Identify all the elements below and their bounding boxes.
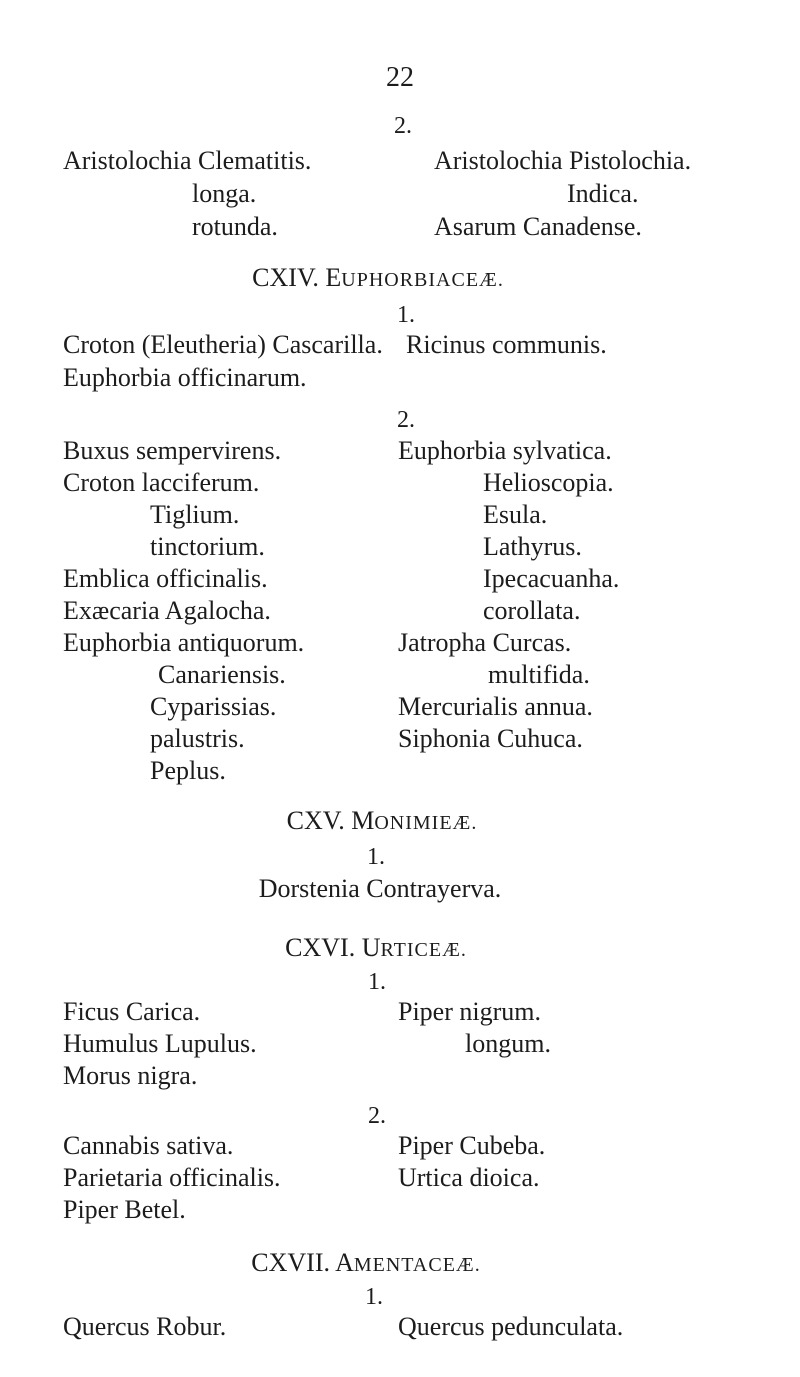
species-name: Asarum Canadense.: [434, 212, 642, 241]
species-name: corollata.: [483, 596, 581, 625]
species-name: Tiglium.: [150, 500, 240, 529]
family-name-rest: UPHORBIACEÆ.: [341, 269, 504, 291]
species-name: Morus nigra.: [63, 1061, 198, 1090]
species-name: Cannabis sativa.: [63, 1131, 234, 1160]
species-name: Urtica dioica.: [398, 1163, 540, 1192]
species-name: Croton (Eleutheria) Cascarilla.: [63, 330, 383, 359]
species-name: Esula.: [483, 500, 548, 529]
species-name: Croton lacciferum.: [63, 468, 260, 497]
species-name: rotunda.: [192, 212, 278, 241]
species-name: Jatropha Curcas.: [398, 628, 572, 657]
species-name: Parietaria officinalis.: [63, 1163, 281, 1192]
species-name: Lathyrus.: [483, 532, 582, 561]
species-name: Aristolochia Clematitis.: [63, 146, 312, 175]
species-name: Indica.: [567, 179, 639, 208]
species-name: Canariensis.: [158, 660, 286, 689]
section-heading: [251, 1250, 480, 1276]
species-name: palustris.: [150, 724, 245, 753]
family-name-initial: M: [351, 806, 375, 835]
subgroup-number: 1.: [365, 1284, 383, 1310]
family-name-rest: MENTACEÆ.: [353, 1254, 481, 1276]
subgroup-number: 1.: [367, 844, 385, 870]
subgroup-number: 1.: [368, 969, 386, 995]
section-numeral: CXVII.: [251, 1248, 331, 1277]
species-name: Quercus Robur.: [63, 1312, 227, 1341]
subgroup-number: 2.: [394, 113, 412, 139]
species-name: Helioscopia.: [483, 468, 614, 497]
subgroup-number: 2.: [368, 1103, 386, 1129]
species-name: Piper Betel.: [63, 1195, 186, 1224]
species-name: Ficus Carica.: [63, 997, 201, 1026]
species-name: Siphonia Cuhuca.: [398, 724, 583, 753]
species-name: Ipecacuanha.: [483, 564, 620, 593]
page-number: 22: [386, 62, 414, 93]
species-name: Peplus.: [150, 756, 226, 785]
species-name: Cyparissias.: [150, 692, 277, 721]
family-name-rest: ONIMIEÆ.: [374, 812, 478, 834]
family-name-rest: RTICEÆ.: [380, 939, 467, 961]
species-name: Ricinus communis.: [406, 330, 607, 359]
species-name: Dorstenia Contrayerva.: [258, 874, 502, 903]
subgroup-number: 2.: [397, 407, 415, 433]
species-name: Piper nigrum.: [398, 997, 541, 1026]
species-name: multifida.: [488, 660, 590, 689]
family-name-initial: A: [335, 1248, 354, 1277]
section-numeral: CXV.: [286, 806, 345, 835]
species-name: Buxus sempervirens.: [63, 436, 282, 465]
species-name: Piper Cubeba.: [398, 1131, 546, 1160]
species-name: Aristolochia Pistolochia.: [434, 146, 692, 175]
species-name: Quercus pedunculata.: [398, 1312, 624, 1341]
species-name: Emblica officinalis.: [63, 564, 268, 593]
species-name: Euphorbia antiquorum.: [63, 628, 305, 657]
species-name: Exæcaria Agalocha.: [63, 596, 271, 625]
species-name: longa.: [192, 179, 257, 208]
subgroup-number: 1.: [397, 302, 415, 328]
family-name-initial: U: [361, 933, 381, 962]
family-name-initial: E: [325, 263, 342, 292]
section-numeral: CXIV.: [252, 263, 319, 292]
species-name: Mercurialis annua.: [398, 692, 593, 721]
species-name: Humulus Lupulus.: [63, 1029, 257, 1058]
species-name: longum.: [465, 1029, 551, 1058]
species-name: tinctorium.: [150, 532, 265, 561]
section-heading: [285, 935, 467, 961]
section-numeral: CXVI.: [285, 933, 356, 962]
section-heading: [287, 808, 478, 834]
species-name: Euphorbia sylvatica.: [398, 436, 612, 465]
species-name: Euphorbia officinarum.: [63, 363, 307, 392]
section-heading: [252, 265, 504, 291]
